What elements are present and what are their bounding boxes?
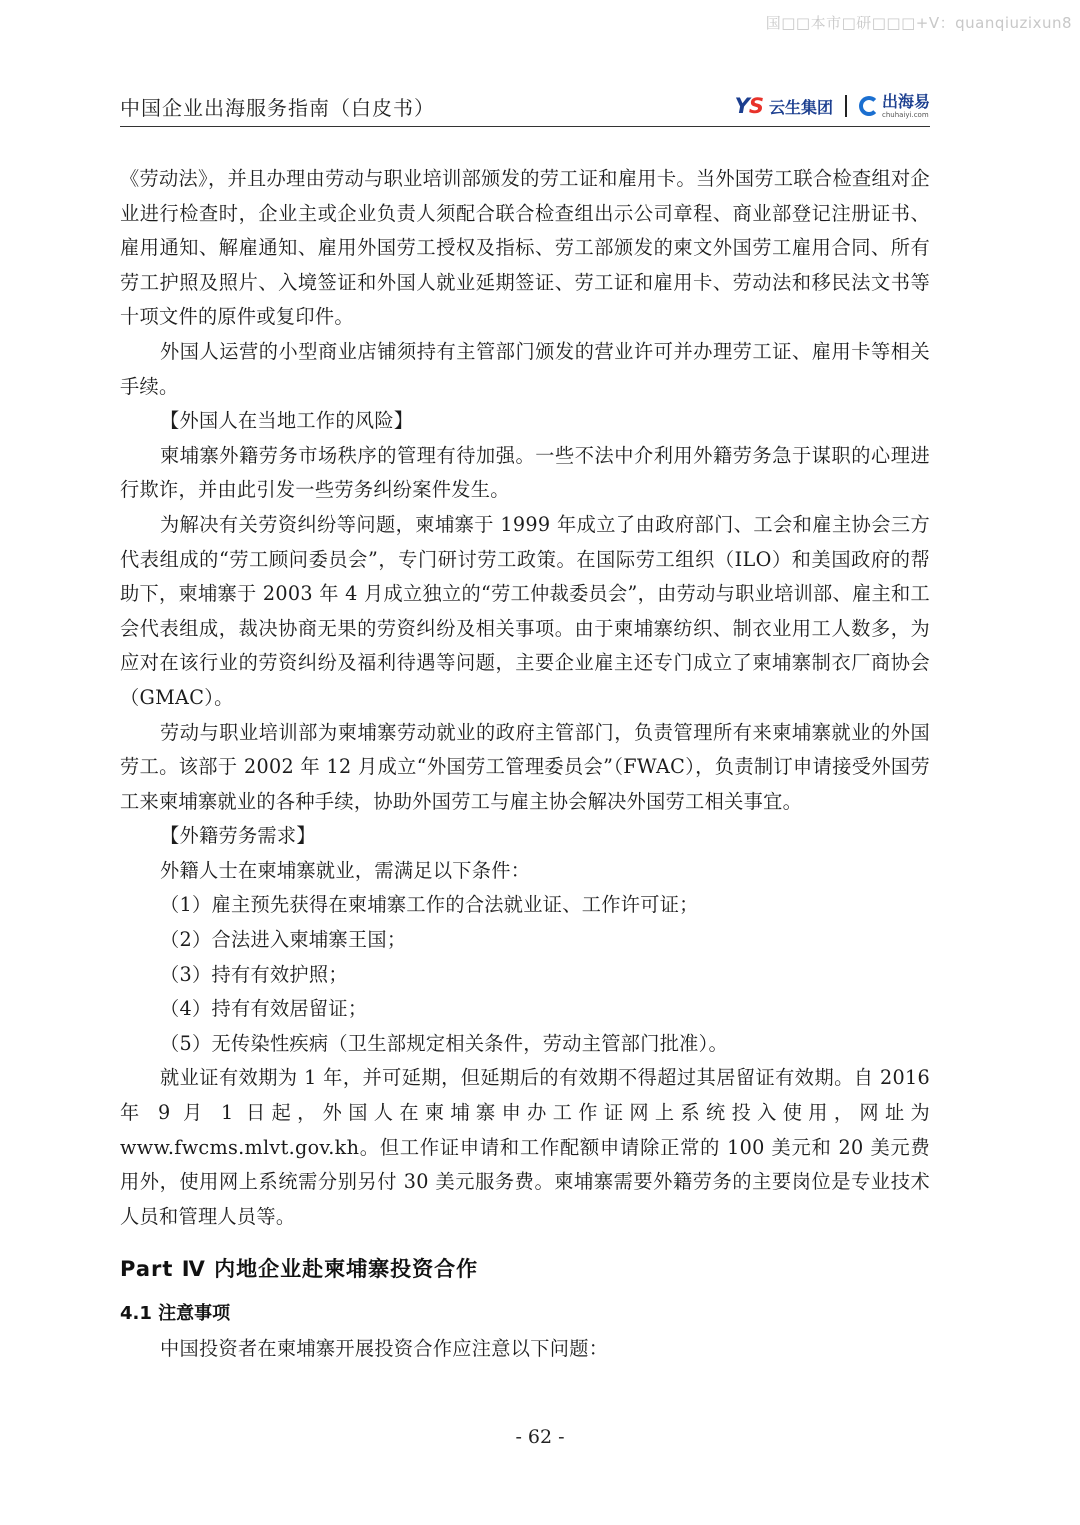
subsection-label-risks: 【外国人在当地工作的风险】	[160, 409, 414, 433]
part-heading: Part Ⅳ 内地企业赴柬埔寨投资合作	[120, 1257, 479, 1282]
paragraph-section-intro: 中国投资者在柬埔寨开展投资合作应注意以下问题：	[160, 1337, 609, 1361]
page-header	[120, 86, 930, 127]
paragraph-validity: 就业证有效期为 1 年，并可延期，但延期后的有效期不得超过其居留证有效期。自 2016 年 9 月 1 日起，外国人在柬埔寨申办工作证网上系统投入使用，网址为 www.fwcms.mlvt.gov.kh。但工作证申请和工作配额申请除正常的 100 美元和 20 美元费用外，使用网上系统需分别另付 30 美元服务费。柬埔寨需要外籍劳务的主要岗位是专业技术人员和管理人员等。	[120, 1066, 930, 1228]
watermark-text: 国□□本市□研□□□+V：quanqiuzixun8	[765, 14, 1072, 32]
paragraph-ministry: 劳动与职业培训部为柬埔寨劳动就业的政府主管部门，负责管理所有来柬埔寨就业的外国劳工。该部于 2002 年 12 月成立“外国劳工管理委员会”（FWAC），负责制订申请接受外国劳工来柬埔寨就业的各种手续，协助外国劳工与雇主协会解决外国劳工相关事宜。	[120, 720, 930, 813]
paragraph-conditions-intro: 外籍人士在柬埔寨就业，需满足以下条件：	[160, 858, 531, 882]
yunsheng-logo-text: 云生集团	[768, 97, 833, 117]
chuhaiyi-logo	[859, 91, 930, 119]
chuhaiyi-logo-text: 出海易	[881, 91, 930, 111]
ys-logo-icon: YS	[734, 94, 763, 118]
logo-divider	[845, 95, 847, 117]
chuhaiyi-logo-url: chuhaiyi.com	[881, 110, 929, 119]
list-item: （2）合法进入柬埔寨王国；	[160, 928, 407, 952]
subsection-label-demand: 【外籍劳务需求】	[160, 824, 316, 848]
chuhaiyi-c-icon	[859, 96, 879, 116]
document-title: 中国企业出海服务指南（白皮书）	[120, 96, 435, 120]
section-heading: 4.1 注意事项	[120, 1303, 231, 1325]
page-number: - 62 -	[515, 1426, 565, 1448]
list-item: （3）持有有效护照；	[160, 962, 348, 986]
list-item: （1）雇主预先获得在柬埔寨工作的合法就业证、工作许可证；	[160, 893, 699, 917]
paragraph-labor-disputes: 为解决有关劳资纠纷等问题，柬埔寨于 1999 年成立了由政府部门、工会和雇主协会三方代表组成的“劳工顾问委员会”，专门研讨劳工政策。在国际劳工组织（ILO）和美国政府的帮助下，柬埔寨于 2003 年 4 月成立独立的“劳工仲裁委员会”，由劳动与职业培训部、雇主和工会代表组成，裁决协商无果的劳资纠纷及相关事项。由于柬埔寨纺织、制衣业用工人数多，为应对在该行业的劳资纠纷及福利待遇等问题，主要企业雇主还专门成立了柬埔寨制衣厂商协会（GMAC）。	[120, 512, 930, 709]
page-body	[120, 162, 930, 1367]
paragraph-labor-law: 《劳动法》，并且办理由劳动与职业培训部颁发的劳工证和雇用卡。当外国劳工联合检查组对企业进行检查时，企业主或企业负责人须配合联合检查组出示公司章程、商业部登记注册证书、雇用通知、解雇通知、雇用外国劳工授权及指标、劳工部颁发的柬文外国劳工雇用合同、所有劳工护照及照片、入境签证和外国人就业延期签证、劳工证和雇用卡、劳动法和移民法文书等十项文件的原件或复印件。	[120, 167, 930, 329]
paragraph-small-business: 外国人运营的小型商业店铺须持有主管部门颁发的营业许可并办理劳工证、雇用卡等相关手续。	[120, 339, 930, 398]
paragraph-market-order: 柬埔寨外籍劳务市场秩序的管理有待加强。一些不法中介利用外籍劳务急于谋职的心理进行欺诈，并由此引发一些劳务纠纷案件发生。	[120, 443, 930, 502]
list-item: （5）无传染性疾病（卫生部规定相关条件，劳动主管部门批准）。	[160, 1031, 729, 1055]
list-item: （4）持有有效居留证；	[160, 997, 368, 1021]
header-logos	[735, 92, 930, 120]
